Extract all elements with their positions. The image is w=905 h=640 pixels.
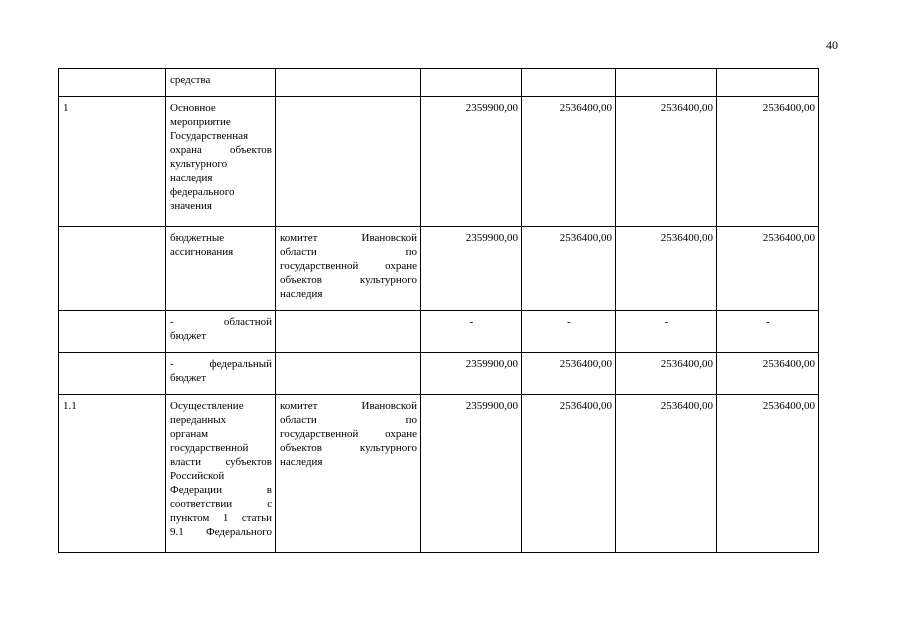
row-name-line: - областной: [170, 316, 272, 328]
row-number-cell: [59, 227, 166, 311]
row-name-line: власти субъектов: [170, 456, 272, 468]
row-name-line: культурного: [170, 158, 228, 170]
row-executor-cell: [276, 353, 421, 395]
value-cell-year3: 2536400,00: [616, 353, 717, 395]
value-cell-year3: -: [616, 311, 717, 353]
value-cell-year2: 2536400,00: [522, 97, 616, 227]
value-cell-year1: [421, 69, 522, 97]
page-number: 40: [826, 38, 838, 52]
value-cell-year1: 2359900,00: [421, 353, 522, 395]
value-cell-year4: -: [717, 311, 819, 353]
value-cell-year2: -: [522, 311, 616, 353]
row-name-line: мероприятие: [170, 116, 231, 128]
executor-line: государственной охране: [280, 260, 417, 272]
row-name-cell: [166, 353, 276, 395]
budget-table: [58, 68, 819, 553]
row-name-line: наследия: [170, 172, 213, 184]
row-number-cell: 1: [59, 97, 166, 227]
row-number-cell: [59, 353, 166, 395]
row-name-cell: [166, 395, 276, 553]
executor-line: государственной охране: [280, 428, 417, 440]
row-executor-cell: [276, 69, 421, 97]
row-name-line: бюджет: [170, 372, 206, 384]
executor-line: объектов культурного: [280, 442, 417, 454]
row-number-cell: 1.1: [59, 395, 166, 553]
row-name-line: охрана объектов: [170, 144, 272, 156]
value-cell-year4: 2536400,00: [717, 227, 819, 311]
value-cell-year4: [717, 69, 819, 97]
row-name-cell: [166, 69, 276, 97]
row-name-line: соответствии с: [170, 498, 272, 510]
value-cell-year1: 2359900,00: [421, 227, 522, 311]
row-name-line: переданных: [170, 414, 227, 426]
executor-line: области по: [280, 414, 417, 426]
row-name-line: бюджетные: [170, 232, 225, 244]
row-name-line: государственной: [170, 442, 249, 454]
value-cell-year1: -: [421, 311, 522, 353]
executor-line: объектов культурного: [280, 274, 417, 286]
row-number-cell: [59, 311, 166, 353]
row-name-line: бюджет: [170, 330, 206, 342]
row-name-line: Федерации в: [170, 484, 272, 496]
value-cell-year2: 2536400,00: [522, 395, 616, 553]
table-row: [59, 69, 819, 97]
row-name-cell: [166, 227, 276, 311]
value-cell-year3: [616, 69, 717, 97]
table-row: [59, 311, 819, 353]
value-cell-year4: 2536400,00: [717, 97, 819, 227]
row-name-line: значения: [170, 200, 212, 212]
row-name-cell: [166, 97, 276, 227]
row-name-line: пунктом 1 статьи: [170, 512, 272, 524]
executor-line: области по: [280, 246, 417, 258]
row-name-cell: [166, 311, 276, 353]
row-name-line: федерального: [170, 186, 235, 198]
row-name-line: 9.1 Федерального: [170, 526, 272, 538]
row-name-line: Российской: [170, 470, 225, 482]
table-row: [59, 97, 819, 227]
value-cell-year2: 2536400,00: [522, 227, 616, 311]
row-executor-cell: [276, 227, 421, 311]
value-cell-year3: 2536400,00: [616, 227, 717, 311]
table-row: [59, 227, 819, 311]
value-cell-year1: 2359900,00: [421, 395, 522, 553]
value-cell-year3: 2536400,00: [616, 395, 717, 553]
row-name-line: - федеральный: [170, 358, 272, 370]
table-row: [59, 353, 819, 395]
row-name-line: ассигнования: [170, 246, 234, 258]
row-executor-cell: [276, 311, 421, 353]
value-cell-year3: 2536400,00: [616, 97, 717, 227]
executor-line: наследия: [280, 288, 323, 300]
row-name-line: средства: [170, 74, 211, 86]
value-cell-year1: 2359900,00: [421, 97, 522, 227]
executor-line: наследия: [280, 456, 323, 468]
row-name-line: Государственная: [170, 130, 249, 142]
value-cell-year2: [522, 69, 616, 97]
row-name-line: Осуществление: [170, 400, 244, 412]
row-name-line: органам: [170, 428, 209, 440]
row-executor-cell: [276, 97, 421, 227]
row-name-line: Основное: [170, 102, 216, 114]
row-number-cell: [59, 69, 166, 97]
value-cell-year2: 2536400,00: [522, 353, 616, 395]
row-executor-cell: [276, 395, 421, 553]
executor-line: комитет Ивановской: [280, 232, 417, 244]
table-row: [59, 395, 819, 553]
value-cell-year4: 2536400,00: [717, 395, 819, 553]
executor-line: комитет Ивановской: [280, 400, 417, 412]
value-cell-year4: 2536400,00: [717, 353, 819, 395]
